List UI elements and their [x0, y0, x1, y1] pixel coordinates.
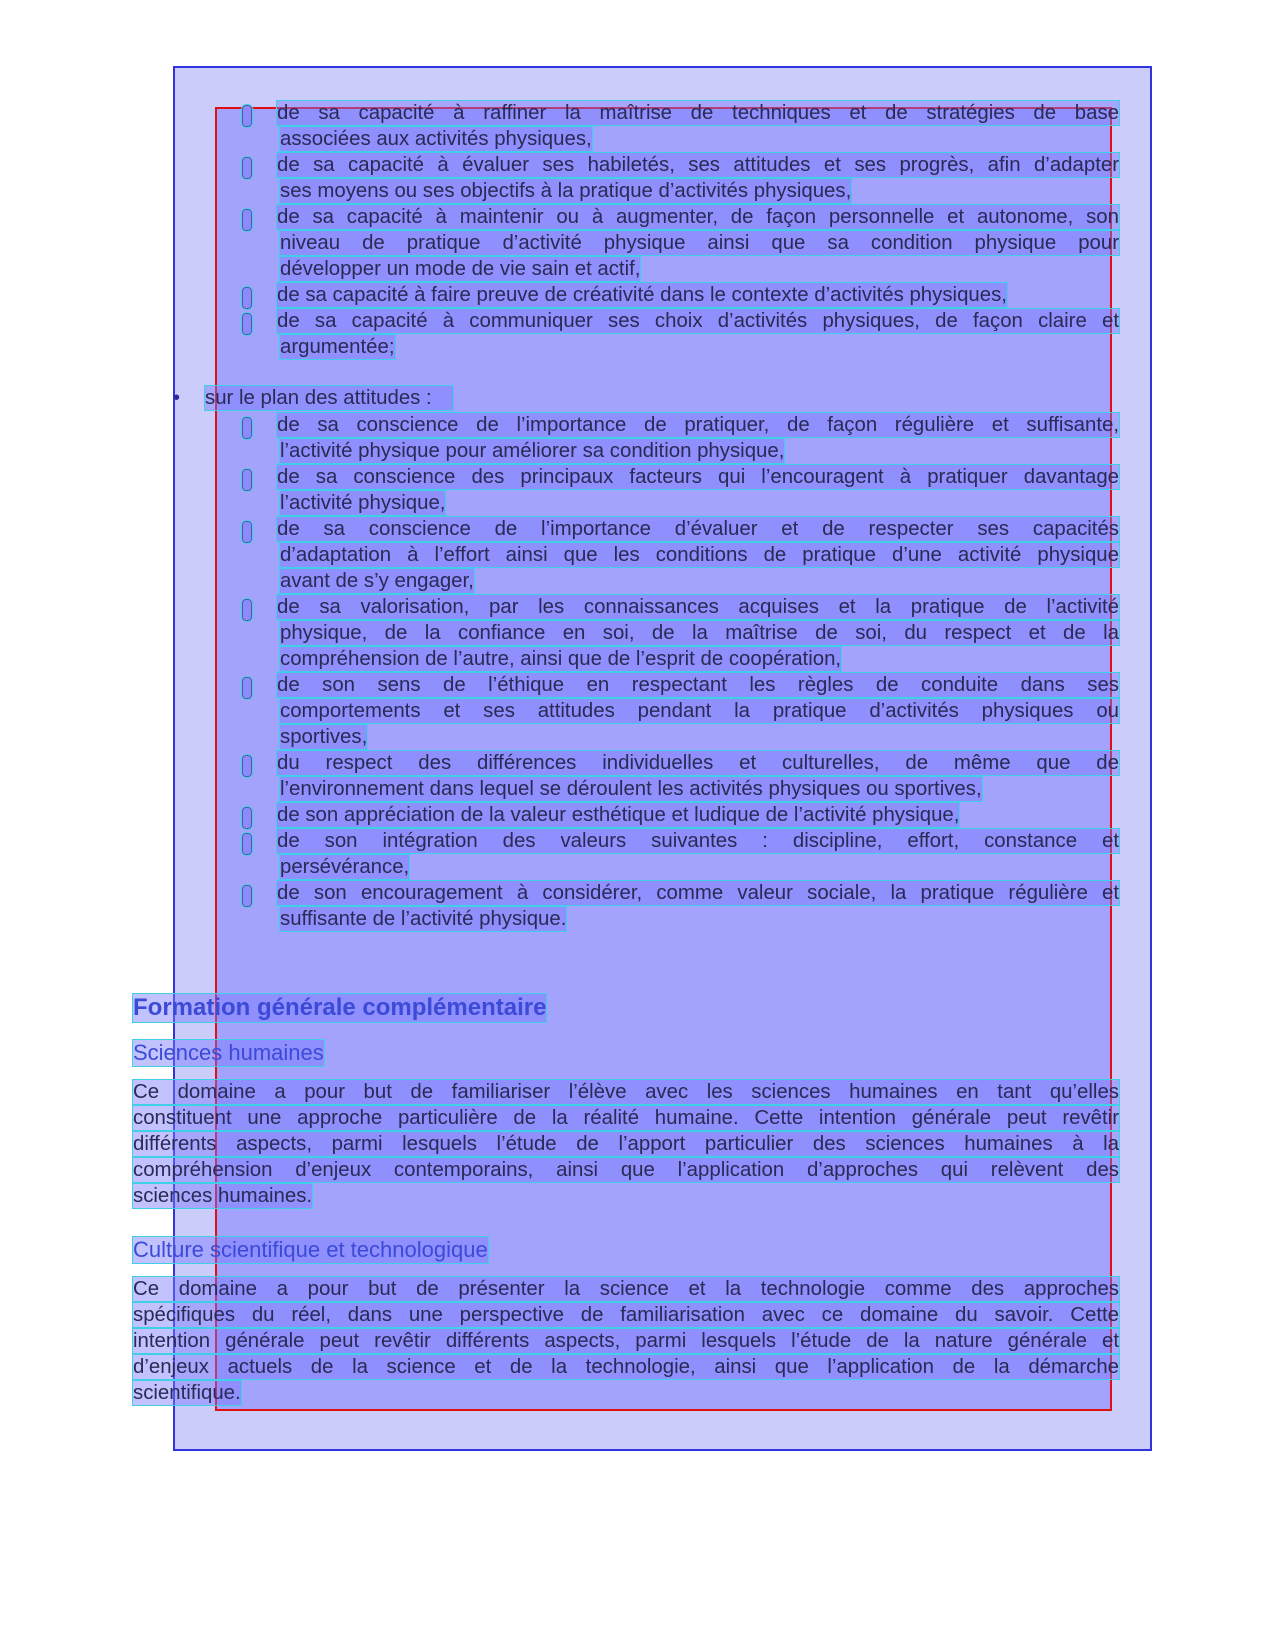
list-item-line: compréhension de l’autre, ainsi que de l’esprit de coopération, — [280, 648, 842, 670]
paragraph-line: sciences humaines. — [133, 1185, 313, 1207]
list-item-line: physique, de la confiance en soi, de la maîtrise de soi, du respect et de la — [280, 622, 1119, 644]
list-item-line: associées aux activités physiques, — [280, 128, 592, 150]
list-bullet — [242, 521, 252, 543]
list-item-line: ses moyens ou ses objectifs à la pratique d’activités physiques, — [280, 180, 852, 202]
list-bullet — [242, 105, 252, 127]
list-item-line: de sa capacité à raffiner la maîtrise de techniques et de stratégies de base — [277, 102, 1119, 124]
attitudes-heading: sur le plan des attitudes : — [205, 386, 453, 410]
list-item-line: de son encouragement à considérer, comme valeur sociale, la pratique régulière et — [277, 882, 1119, 904]
list-item-line: suffisante de l’activité physique. — [280, 908, 567, 930]
attitudes-bullet: • — [173, 387, 181, 409]
list-bullet — [242, 469, 252, 491]
list-item-line: de sa valorisation, par les connaissances acquises et la pratique de l’activité — [277, 596, 1119, 618]
section-heading: Formation générale complémentaire — [133, 994, 547, 1021]
list-bullet — [242, 807, 252, 829]
subheading-sciences-humaines: Sciences humaines — [133, 1040, 324, 1065]
subheading-culture-scientifique: Culture scientifique et technologique — [133, 1237, 488, 1262]
list-bullet — [242, 677, 252, 699]
list-item-line: de son appréciation de la valeur esthétique et ludique de l’activité physique, — [277, 804, 960, 826]
list-bullet — [242, 755, 252, 777]
paragraph-line: compréhension d’enjeux contemporains, ainsi que l’application d’approches qui relèvent des — [133, 1159, 1119, 1181]
list-item-line: comportements et ses attitudes pendant la pratique d’activités physiques ou — [280, 700, 1119, 722]
list-item-line: avant de s’y engager, — [280, 570, 474, 592]
list-bullet — [242, 417, 252, 439]
list-bullet — [242, 833, 252, 855]
list-item-line: de sa capacité à maintenir ou à augmenter, de façon personnelle et autonome, son — [277, 206, 1119, 228]
list-item-line: du respect des différences individuelles et culturelles, de même que de — [277, 752, 1119, 774]
paragraph-line: intention générale peut revêtir différents aspects, parmi lesquels l’étude de la nature générale et — [133, 1330, 1119, 1352]
list-item-line: de sa conscience des principaux facteurs qui l’encouragent à pratiquer davantage — [277, 466, 1119, 488]
list-bullet — [242, 287, 252, 309]
paragraph-line: Ce domaine a pour but de familiariser l’élève avec les sciences humaines en tant qu’elles — [133, 1081, 1119, 1103]
list-item-line: développer un mode de vie sain et actif, — [280, 258, 641, 280]
paragraph-line: constituent une approche particulière de la réalité humaine. Cette intention générale peut revêtir — [133, 1107, 1119, 1129]
list-item-line: de sa capacité à faire preuve de créativité dans le contexte d’activités physiques, — [277, 284, 1007, 306]
list-item-line: argumentée; — [280, 336, 395, 358]
list-item-line: l’activité physique pour améliorer sa condition physique, — [280, 440, 785, 462]
list-item-line: de sa capacité à communiquer ses choix d’activités physiques, de façon claire et — [277, 310, 1119, 332]
paragraph-line: Ce domaine a pour but de présenter la science et la technologie comme des approches — [133, 1278, 1119, 1300]
list-item-line: de son intégration des valeurs suivantes : discipline, effort, constance et — [277, 830, 1119, 852]
list-item-line: d’adaptation à l’effort ainsi que les conditions de pratique d’une activité physique — [280, 544, 1119, 566]
list-bullet — [242, 599, 252, 621]
list-bullet — [242, 313, 252, 335]
list-item-line: de sa capacité à évaluer ses habiletés, ses attitudes et ses progrès, afin d’adapter — [277, 154, 1119, 176]
list-bullet — [242, 209, 252, 231]
list-item-line: l’activité physique, — [280, 492, 446, 514]
list-item-line: niveau de pratique d’activité physique ainsi que sa condition physique pour — [280, 232, 1119, 254]
list-bullet — [242, 885, 252, 907]
paragraph-line: différents aspects, parmi lesquels l’étude de l’apport particulier des sciences humaines à la — [133, 1133, 1119, 1155]
list-item-line: de sa conscience de l’importance d’évaluer et de respecter ses capacités — [277, 518, 1119, 540]
list-item-line: persévérance, — [280, 856, 410, 878]
list-item-line: sportives, — [280, 726, 368, 748]
list-item-line: de sa conscience de l’importance de pratiquer, de façon régulière et suffisante, — [277, 414, 1119, 436]
paragraph-line: spécifiques du réel, dans une perspective de familiarisation avec ce domaine du savoir. Cette — [133, 1304, 1119, 1326]
paragraph-line: scientifique. — [133, 1382, 241, 1404]
paragraph-line: d’enjeux actuels de la science et de la technologie, ainsi que l’application de la démarche — [133, 1356, 1119, 1378]
list-item-line: de son sens de l’éthique en respectant les règles de conduite dans ses — [277, 674, 1119, 696]
list-item-line: l’environnement dans lequel se déroulent les activités physiques ou sportives, — [280, 778, 982, 800]
list-bullet — [242, 157, 252, 179]
